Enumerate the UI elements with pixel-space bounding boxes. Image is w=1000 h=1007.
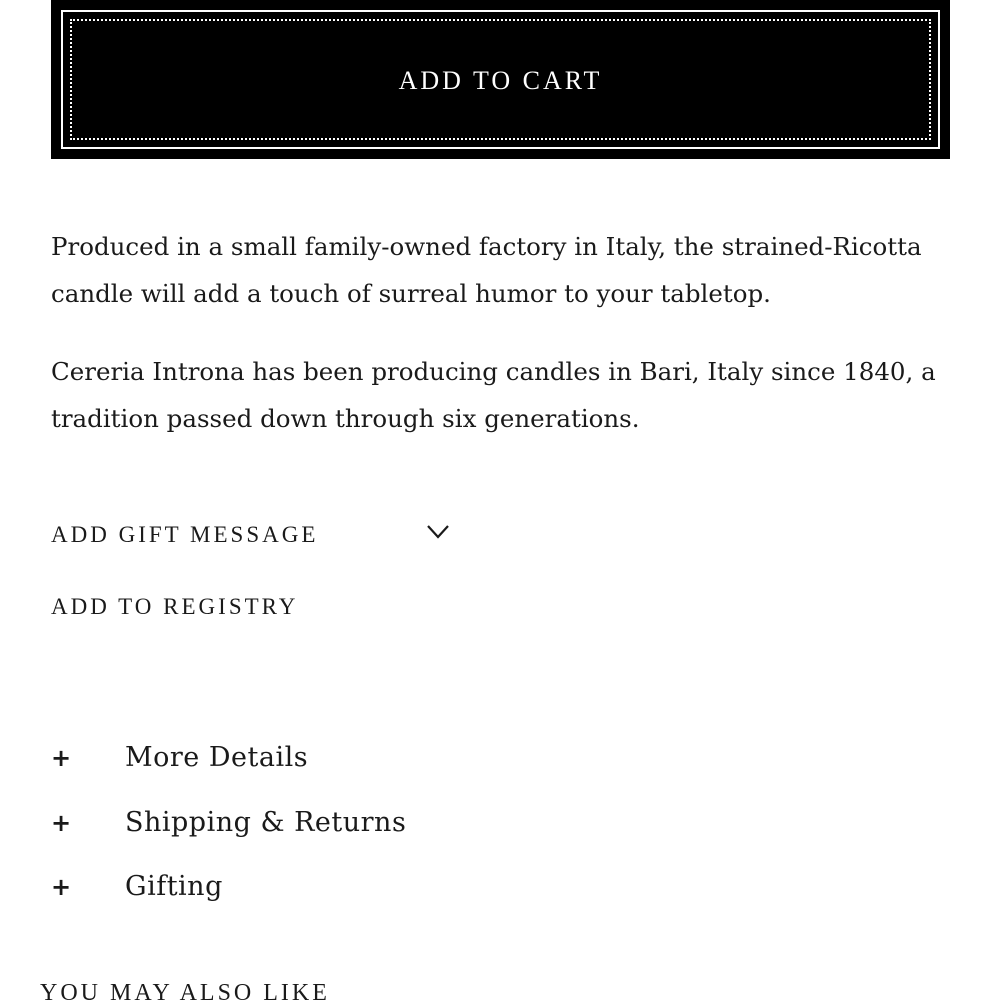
plus-icon: +: [51, 744, 72, 772]
accordion-label: Gifting: [125, 871, 223, 902]
accordion-label: More Details: [125, 742, 309, 773]
add-gift-message-label: ADD GIFT MESSAGE: [51, 522, 319, 547]
plus-icon: +: [51, 809, 72, 837]
add-gift-message-toggle[interactable]: [51, 522, 318, 548]
add-to-cart-button[interactable]: [51, 0, 950, 159]
chevron-down-icon[interactable]: [427, 524, 449, 540]
add-to-registry-link[interactable]: [51, 594, 298, 620]
accordion-label: Shipping & Returns: [125, 807, 407, 838]
plus-icon: +: [51, 873, 72, 901]
you-may-also-like-heading: YOU MAY ALSO LIKE: [40, 980, 330, 1006]
add-to-registry-label: ADD TO REGISTRY: [51, 594, 299, 619]
product-description-1: Produced in a small family-owned factory in Italy, the strained-Ricotta candle will add a touch of surreal humor to your tabletop.: [51, 232, 922, 308]
add-to-cart-label: ADD TO CART: [398, 66, 603, 95]
product-description-2: Cereria Introna has been producing candles in Bari, Italy since 1840, a tradition passed down through six generations.: [51, 357, 936, 433]
